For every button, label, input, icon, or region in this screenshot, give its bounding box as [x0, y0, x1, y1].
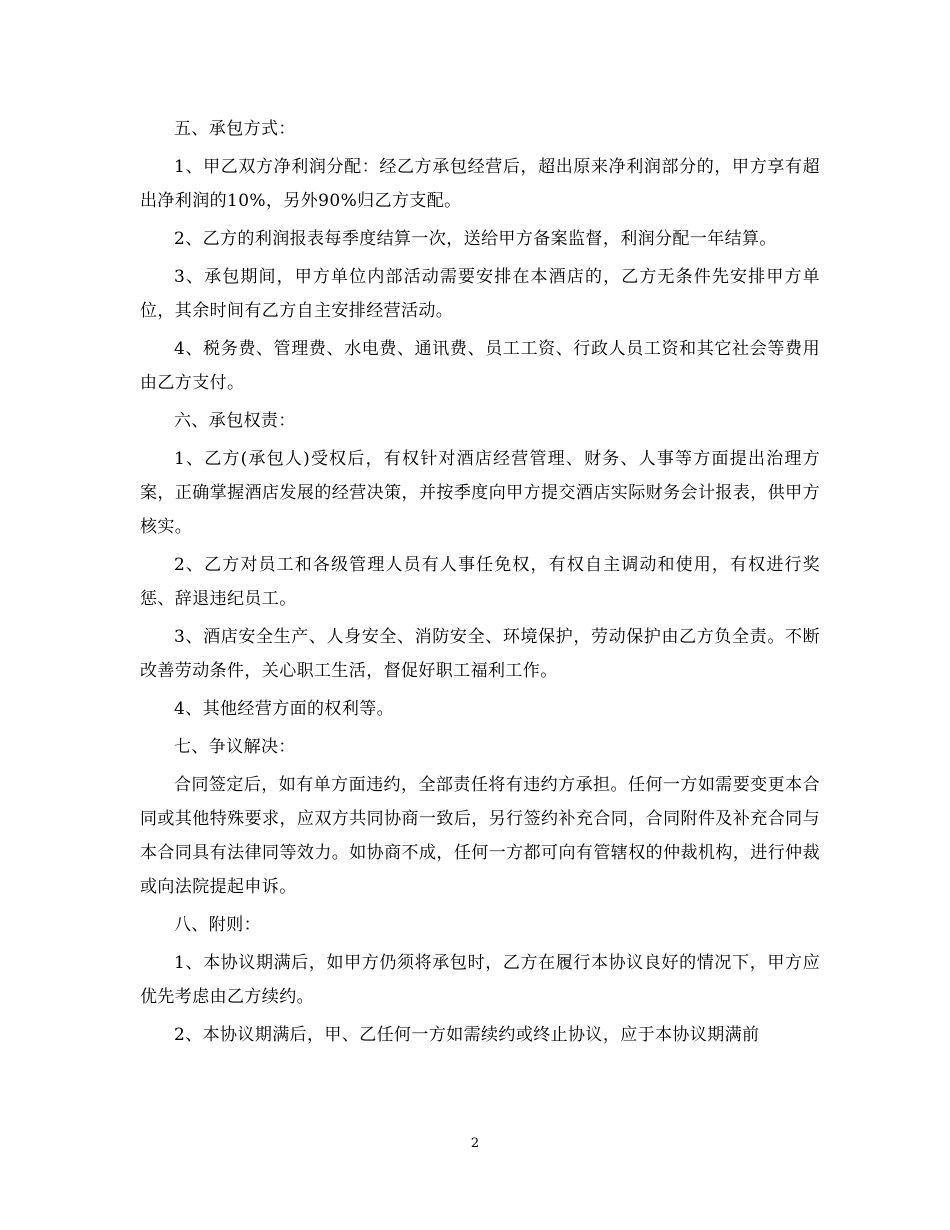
section-heading-supplementary: 八、附则：	[174, 915, 261, 935]
clause-expenses: 4、税务费、管理费、水电费、通讯费、员工工资、行政人员工资和其它社会等费用由乙方支付。	[140, 339, 820, 393]
clause-profit-distribution: 1、甲乙双方净利润分配：经乙方承包经营后，超出原来净利润部分的，甲方享有超出净利润的10%，另外90%归乙方支配。	[140, 157, 820, 211]
clause-renewal-priority: 1、本协议期满后，如甲方仍须将承包时，乙方在履行本协议良好的情况下，甲方应优先考虑由乙方续约。	[140, 953, 820, 1007]
page-number: 2	[470, 1136, 480, 1151]
clause-dispute-resolution: 合同签定后，如有单方面违约，全部责任将有违约方承担。任何一方如需要变更本合同或其他特殊要求，应双方共同协商一致后，另行签约补充合同，合同附件及补充合同与本合同具有法律同等效力。如协商不成，任何一方都可向有管辖权的仲裁机构，进行仲裁或向法院提起申诉。	[140, 775, 820, 897]
section-heading-contract-method: 五、承包方式：	[174, 119, 296, 139]
document-page	[140, 110, 820, 1054]
clause-quarterly-report: 2、乙方的利润报表每季度结算一次，送给甲方备案监督，利润分配一年结算。	[174, 229, 777, 249]
section-heading-dispute-resolution: 七、争议解决：	[174, 737, 296, 757]
clause-personnel-authority: 2、乙方对员工和各级管理人员有人事任免权，有权自主调动和使用，有权进行奖惩、辞退违纪员工。	[140, 555, 820, 609]
clause-other-rights: 4、其他经营方面的权利等。	[174, 699, 395, 719]
section-heading-rights-duties: 六、承包权责：	[174, 411, 296, 431]
clause-safety-responsibility: 3、酒店安全生产、人身安全、消防安全、环境保护，劳动保护由乙方负全责。不断改善劳动条件，关心职工生活，督促好职工福利工作。	[140, 627, 820, 681]
clause-management-authority: 1、乙方(承包人)受权后，有权针对酒店经营管理、财务、人事等方面提出治理方案，正确掌握酒店发展的经营决策，并按季度向甲方提交酒店实际财务会计报表，供甲方核实。	[140, 449, 820, 537]
clause-renewal-termination: 2、本协议期满后，甲、乙任何一方如需续约或终止协议，应于本协议期满前	[174, 1025, 760, 1045]
clause-internal-activities: 3、承包期间，甲方单位内部活动需要安排在本酒店的，乙方无条件先安排甲方单位，其余时间有乙方自主安排经营活动。	[140, 267, 820, 321]
